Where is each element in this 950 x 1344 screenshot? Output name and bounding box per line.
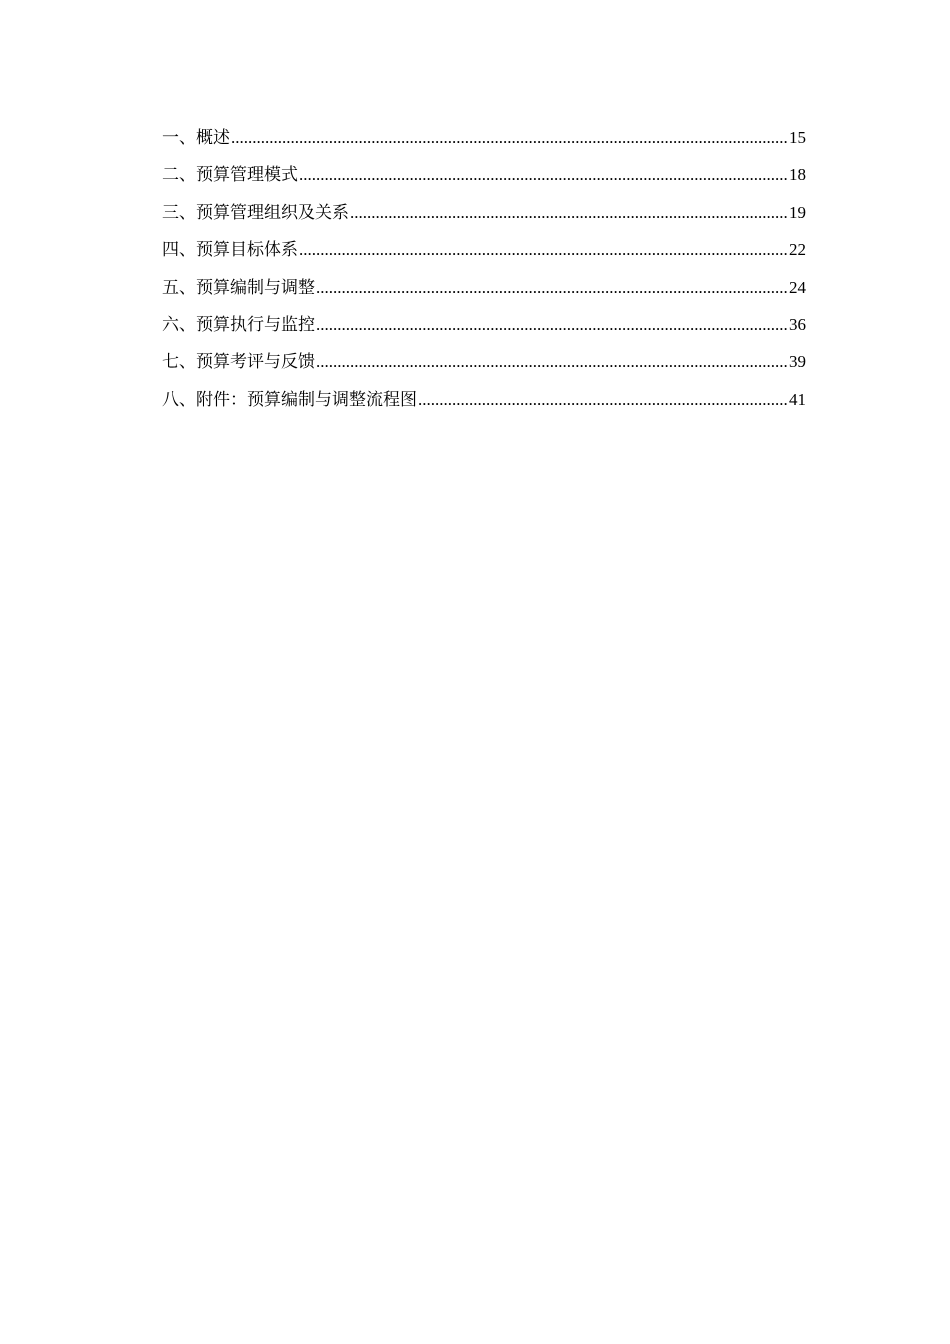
toc-entry-title: 八、附件：预算编制与调整流程图 [162, 389, 417, 410]
toc-dot-leader [316, 348, 788, 376]
toc-entry-page: 24 [789, 277, 806, 297]
toc-entry[interactable] [162, 124, 806, 161]
toc-dot-leader [418, 386, 788, 414]
toc-entry[interactable] [162, 348, 806, 385]
table-of-contents [162, 124, 806, 423]
toc-dot-leader [231, 124, 788, 152]
toc-entry[interactable] [162, 274, 806, 311]
toc-entry[interactable] [162, 386, 806, 423]
toc-entry-page: 19 [789, 202, 806, 222]
toc-entry[interactable] [162, 311, 806, 348]
toc-dot-leader [350, 199, 788, 227]
toc-entry[interactable] [162, 236, 806, 273]
toc-entry-page: 39 [789, 352, 806, 372]
toc-entry-title: 四、预算目标体系 [162, 240, 298, 261]
toc-entry-page: 15 [789, 128, 806, 147]
toc-entry[interactable] [162, 161, 806, 198]
toc-entry-title: 五、预算编制与调整 [162, 277, 315, 298]
toc-entry-page: 22 [789, 240, 806, 260]
toc-entry-title: 一、概述 [162, 128, 230, 148]
toc-dot-leader [316, 311, 788, 339]
toc-entry-title: 六、预算执行与监控 [162, 314, 315, 335]
toc-entry-title: 二、预算管理模式 [162, 165, 298, 186]
toc-entry-title: 三、预算管理组织及关系 [162, 202, 349, 223]
toc-entry-title: 七、预算考评与反馈 [162, 352, 315, 373]
toc-entry-page: 18 [789, 165, 806, 185]
toc-entry[interactable] [162, 199, 806, 236]
toc-entry-page: 41 [789, 389, 806, 409]
toc-entry-page: 36 [789, 314, 806, 334]
toc-dot-leader [316, 274, 788, 302]
toc-dot-leader [299, 161, 788, 189]
toc-dot-leader [299, 236, 788, 264]
